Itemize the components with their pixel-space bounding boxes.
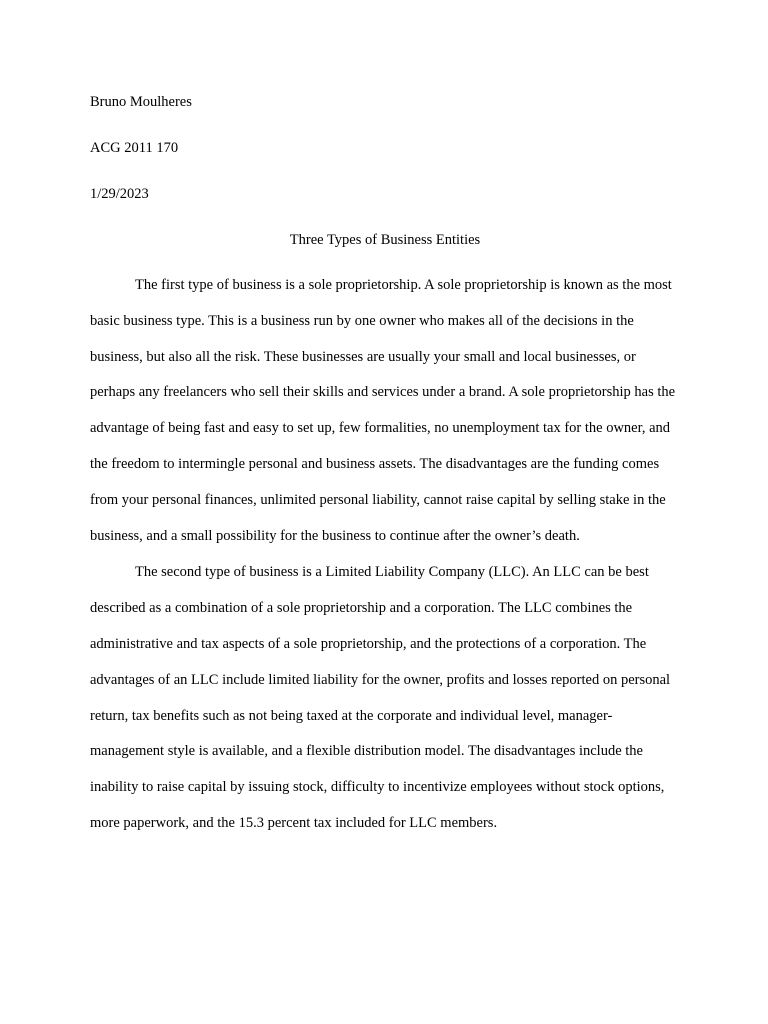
author-name: Bruno Moulheres xyxy=(90,94,192,110)
document-date: 1/29/2023 xyxy=(90,186,149,202)
document-body xyxy=(90,93,680,852)
paragraph-llc: The second type of business is a Limited Liability Company (LLC). An LLC can be best described as a combination of a sole proprietorship and a corporation. The LLC combines the administrative and tax aspects of a sole proprietorship, and the protections of a corporation. The advantages of an LLC include limited liability for the owner, profits and losses reported on personal return, tax benefits such as not being taxed at the corporate and individual level, manager-management style is available, and a flexible distribution model. The disadvantages include the inability to raise capital by issuing stock, difficulty to incentivize employees without stock options, more paperwork, and the 15.3 percent tax included for LLC members. xyxy=(90,564,671,831)
document-title: Three Types of Business Entities xyxy=(289,232,481,248)
course-code: ACG 2011 170 xyxy=(90,140,179,156)
paragraph-sole-proprietorship: The first type of business is a sole proprietorship. A sole proprietorship is known as the most basic business type. This is a business run by one owner who makes all of the decisions in the business, but also all the risk. These businesses are usually your small and local businesses, or perhaps any freelancers who sell their skills and services under a brand. A sole proprietorship has the advantage of being fast and easy to set up, few formalities, no unemployment tax for the owner, and the freedom to intermingle personal and business assets. The disadvantages are the funding comes from your personal finances, unlimited personal liability, cannot raise capital by selling stake in the business, and a small possibility for the business to continue after the owner’s death. xyxy=(90,277,676,544)
